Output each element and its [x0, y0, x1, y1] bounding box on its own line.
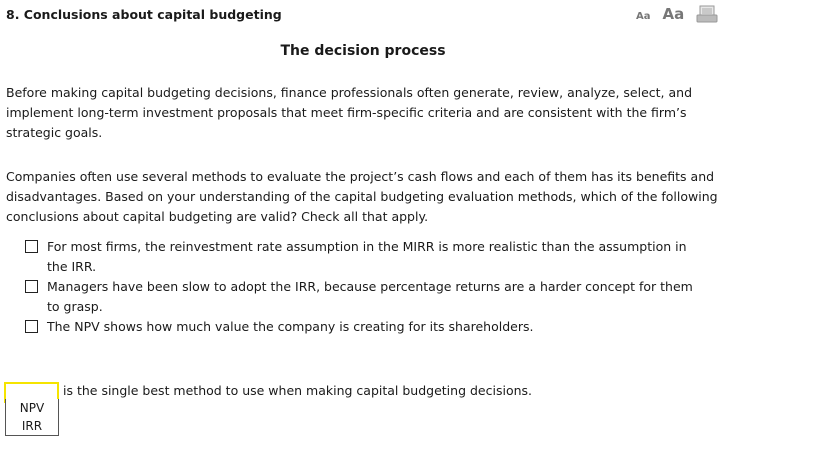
- question-paragraph: Companies often use several methods to evaluate the project’s cash flows and each of them has its benefits and disadvantages. Based on your understanding of the capital budgeting evaluation methods, which of the following conclusions about capital budgeting are valid? Check all that apply.: [6, 169, 718, 224]
- option-label: For most firms, the reinvestment rate assumption in the MIRR is more realistic than the assumption in the IRR.: [47, 239, 687, 274]
- checkbox[interactable]: [25, 320, 38, 333]
- dropdown-option-irr[interactable]: IRR: [21, 419, 43, 433]
- checkbox[interactable]: [25, 240, 38, 253]
- printer-icon[interactable]: [696, 5, 718, 23]
- checkbox[interactable]: [25, 280, 38, 293]
- intro-paragraph: Before making capital budgeting decisions, finance professionals often generate, review, analyze, select, and implement long-term investment proposals that meet firm-specific criteria and are consistent with the firm’s strategic goals.: [6, 85, 693, 140]
- dropdown-option-npv[interactable]: NPV: [19, 401, 45, 415]
- section-title: The decision process: [280, 43, 446, 59]
- option-mirr-reinvestment[interactable]: [25, 237, 705, 277]
- option-label: The NPV shows how much value the company is creating for its shareholders.: [47, 319, 534, 334]
- option-npv-value[interactable]: [25, 317, 705, 337]
- dropdown-options-list: [5, 399, 59, 436]
- font-size-large-button[interactable]: Aa: [662, 5, 685, 23]
- option-label: Managers have been slow to adopt the IRR, because percentage returns are a harder concept for them to grasp.: [47, 279, 693, 314]
- toolbar: [636, 5, 718, 23]
- dropdown-sentence: is the single best method to use when making capital budgeting decisions.: [63, 383, 532, 398]
- font-size-small-button[interactable]: Aa: [636, 10, 651, 22]
- option-irr-adoption[interactable]: [25, 277, 705, 317]
- question-title: 8. Conclusions about capital budgeting: [6, 7, 282, 22]
